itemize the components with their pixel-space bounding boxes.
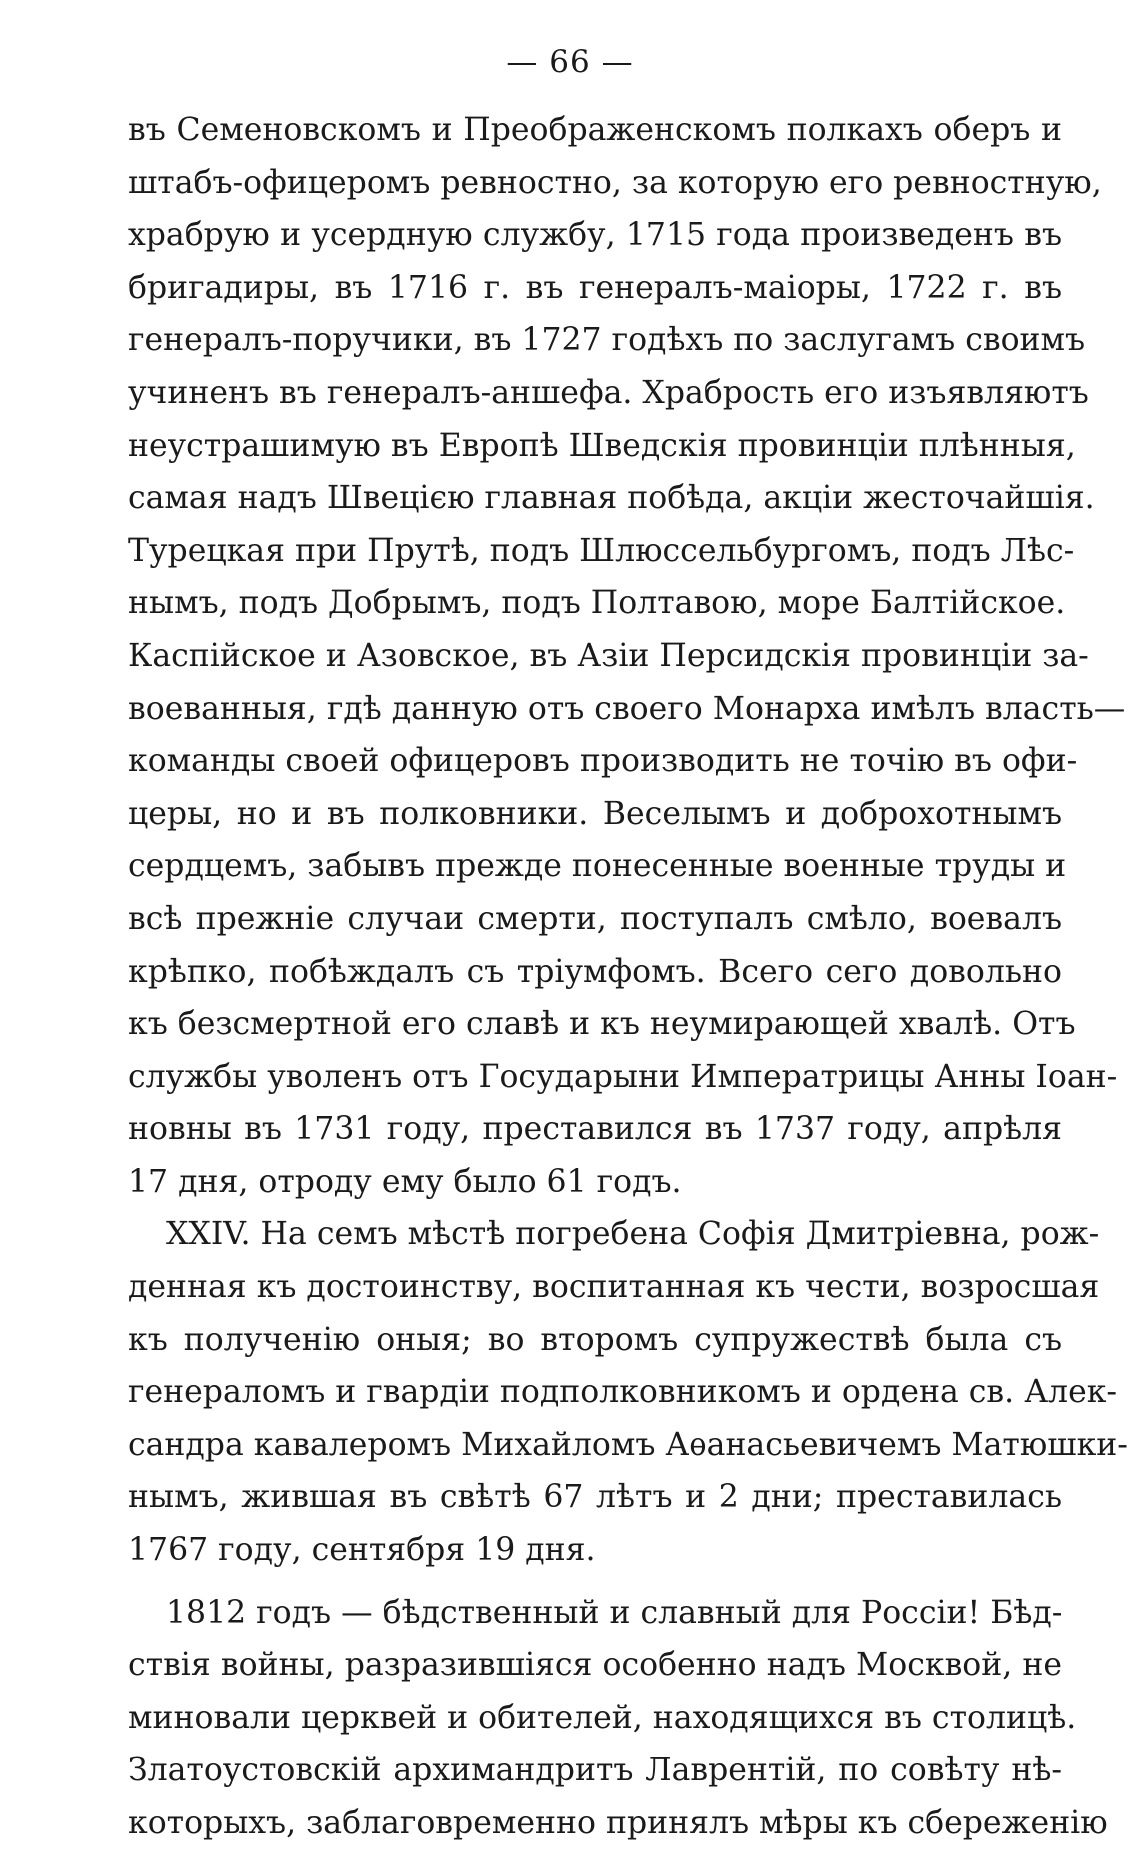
text-line: въ Семеновскомъ и Преображенскомъ полкахъ оберъ и xyxy=(128,112,1062,148)
text-line: храбрую и усердную службу, 1715 года произведенъ въ xyxy=(128,217,1062,254)
text-line: Каспійское и Азовское, въ Азіи Персидскія провинціи за- xyxy=(128,637,1089,674)
paragraph-3 xyxy=(128,1587,1108,1850)
text-line: 17 дня, отроду ему было 61 годъ. xyxy=(128,1163,682,1200)
text-line: миновали церквей и обителей, находящихся въ столицѣ. xyxy=(128,1699,1077,1736)
text-line: Златоустовскій архимандритъ Лаврентій, по совѣту нѣ- xyxy=(128,1752,1062,1789)
text-line: воеванныя, гдѣ данную отъ своего Монарха имѣлъ власть— xyxy=(128,690,1126,727)
text-line: XXIV. На семъ мѣстѣ погребена Софія Дмитріевна, рож- xyxy=(166,1216,1100,1253)
text-line: къ безсмертной его славѣ и къ неумирающей хвалѣ. Отъ xyxy=(128,1006,1076,1043)
text-line: денная къ достоинству, воспитанная къ чести, возросшая xyxy=(128,1269,1100,1306)
text-line: бригадиры, въ 1716 г. въ генералъ-маіоры, 1722 г. въ xyxy=(128,269,1062,306)
text-line: генералъ-поручики, въ 1727 годѣхъ по заслугамъ своимъ xyxy=(128,322,1086,359)
paragraph-gap xyxy=(128,1577,1062,1587)
text-line: службы уволенъ отъ Государыни Императрицы Анны Іоан- xyxy=(128,1058,1118,1095)
text-line: учиненъ въ генералъ-аншефа. Храбрость его изъявляютъ xyxy=(128,374,1089,411)
text-line: ствія войны, разразившіяся особенно надъ Москвой, не xyxy=(128,1647,1062,1684)
body-text xyxy=(128,104,1128,1850)
text-line: нымъ, подъ Добрымъ, подъ Полтавою, море Балтійское. xyxy=(128,585,1066,622)
paragraph-1 xyxy=(128,104,1126,1208)
text-line: сердцемъ, забывъ прежде понесенные военные труды и xyxy=(128,848,1067,885)
text-line: крѣпко, побѣждалъ съ тріумфомъ. Всего сего довольно xyxy=(128,953,1062,990)
text-line: самая надъ Швецією главная побѣда, акціи жесточайшія. xyxy=(128,480,1095,517)
text-line: церы, но и въ полковники. Веселымъ и доброхотнымъ xyxy=(128,795,1062,832)
text-line: штабъ-офицеромъ ревностно, за которую его ревностную, xyxy=(128,164,1102,201)
text-line: 1767 году, сентября 19 дня. xyxy=(128,1532,596,1569)
text-line: которыхъ, заблаговременно принялъ мѣры къ сбереженію xyxy=(128,1805,1108,1841)
text-line: нымъ, жившая въ свѣтѣ 67 лѣтъ и 2 дни; преставилась xyxy=(128,1479,1062,1516)
text-line: генераломъ и гвардіи подполковникомъ и ордена св. Алек- xyxy=(128,1374,1118,1411)
page-number: — 66 — xyxy=(506,44,634,80)
text-line: неустрашимую въ Европѣ Шведскія провинціи плѣнныя, xyxy=(128,427,1076,464)
text-line: къ полученію оныя; во второмъ супружествѣ была съ xyxy=(128,1321,1062,1358)
text-line: команды своей офицеровъ производить не точію въ офи- xyxy=(128,743,1078,780)
text-line: сандра кавалеромъ Михайломъ Аѳанасьевичемъ Матюшки- xyxy=(128,1426,1128,1463)
text-line: Турецкая при Прутѣ, подъ Шлюссельбургомъ, подъ Лѣс- xyxy=(128,532,1075,569)
text-line: 1812 годъ — бѣдственный и славный для Россіи! Бѣд- xyxy=(166,1594,1063,1631)
paragraph-2 xyxy=(128,1208,1128,1576)
text-line: новны въ 1731 году, преставился въ 1737 году, апрѣля xyxy=(128,1111,1062,1148)
text-line: всѣ прежніе случаи смерти, поступалъ смѣло, воевалъ xyxy=(128,900,1062,937)
